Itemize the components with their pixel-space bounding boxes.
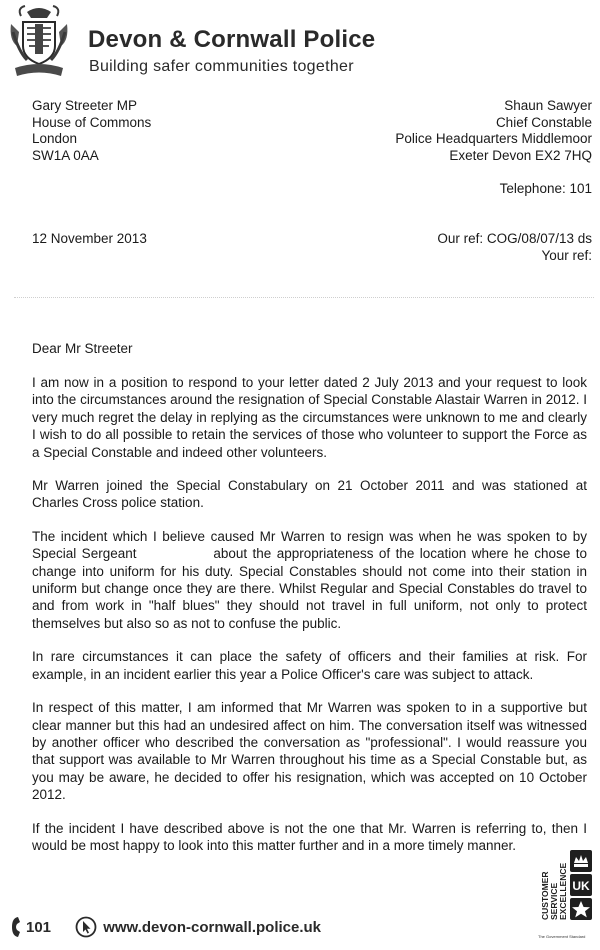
badge-text-customer: CUSTOMER (540, 871, 550, 920)
paragraph: I am now in a position to respond to your letter dated 2 July 2013 and your request to look into the circumstances around the resignation of Special Constable Alastair Warren in 2012. I very much regret the delay in replying as the circumstances were unknown to me and clearly I wish to do all possible to retain the services of those who volunteer to support the Force as a Special Constable and indeed other volunteers. (32, 375, 587, 460)
footer-phone (10, 916, 51, 938)
footer-website-url[interactable]: www.devon-cornwall.police.uk (103, 918, 322, 936)
recipient-line: SW1A 0AA (32, 147, 99, 163)
paragraph: In respect of this matter, I am informed that Mr Warren was spoken to in a supportive but clear manner but this had an undesired affect on him. The conversation itself was witnessed by another officer who described the conversation as "professional". I would reassure you that support was available to Mr Warren throughout his time as a Special Constable but, as you may be aware, he decided to offer his resignation, which was accepted on 10 October 2012. (32, 700, 587, 803)
paragraph (32, 528, 587, 632)
sender-line: Exeter Devon EX2 7HQ (449, 147, 592, 163)
divider (14, 297, 594, 298)
sender-line: Chief Constable (495, 114, 592, 130)
sender-telephone: Telephone: 101 (499, 181, 592, 196)
your-ref: Your ref: (541, 247, 592, 263)
recipient-line: Gary Streeter MP (32, 98, 138, 113)
footer-website[interactable] (75, 916, 321, 938)
recipient-line: House of Commons (32, 114, 152, 130)
org-name: Devon & Cornwall Police (88, 26, 376, 53)
police-crest-icon (7, 2, 71, 82)
paragraph: In rare circumstances it can place the safety of officers and their families at risk. For example, in an incident earlier this year a Police Officer's care was subject to attack. (32, 649, 587, 682)
org-tagline: Building safer communities together (89, 58, 354, 75)
badge-text-service: SERVICE (549, 882, 559, 920)
our-ref: Our ref: COG/08/07/13 ds (437, 231, 592, 246)
badge-standard-text: The Government Standard (538, 934, 586, 939)
sender-line: Police Headquarters Middlemoor (395, 131, 592, 146)
paragraph-part: about the appropriateness of the location where he chose to change into uniform for his duty. Special Constables should not come into their station in uniform but change once they are there. Whilst Regular and Special Constables do travel to and from work in "half blues" they should not travel in full uniform, not only to protect themselves but also so as not to confuse the public. (32, 546, 587, 631)
paragraph: If the incident I have described above is not the one that Mr. Warren is referring to, then I would be most happy to look into this matter further and in a more timely manner. (32, 820, 587, 853)
badge-uk-text: UK (572, 879, 590, 893)
sender-line: Shaun Sawyer (504, 98, 592, 113)
recipient-line: London (32, 131, 78, 146)
cursor-arrow-icon (75, 916, 97, 938)
cse-badge-graphic (536, 848, 594, 944)
badge-text-excellence: EXCELLENCE (558, 862, 568, 920)
letter-date: 12 November 2013 (32, 231, 147, 246)
phone-handset-icon (10, 916, 22, 938)
customer-service-excellence-badge (536, 848, 594, 944)
sender-address (395, 98, 592, 164)
reference-block (437, 231, 592, 264)
salutation: Dear Mr Streeter (32, 341, 133, 356)
letter-body (32, 374, 587, 870)
paragraph-part: The incident which I believe caused Mr Warren to resign was when he was spoken to by Special Sergeant (32, 528, 587, 562)
footer-phone-number: 101 (26, 918, 52, 936)
paragraph: Mr Warren joined the Special Constabulary on 21 October 2011 and was stationed at Charles Cross police station. (32, 478, 587, 511)
footer (10, 916, 321, 938)
recipient-address (32, 98, 151, 164)
